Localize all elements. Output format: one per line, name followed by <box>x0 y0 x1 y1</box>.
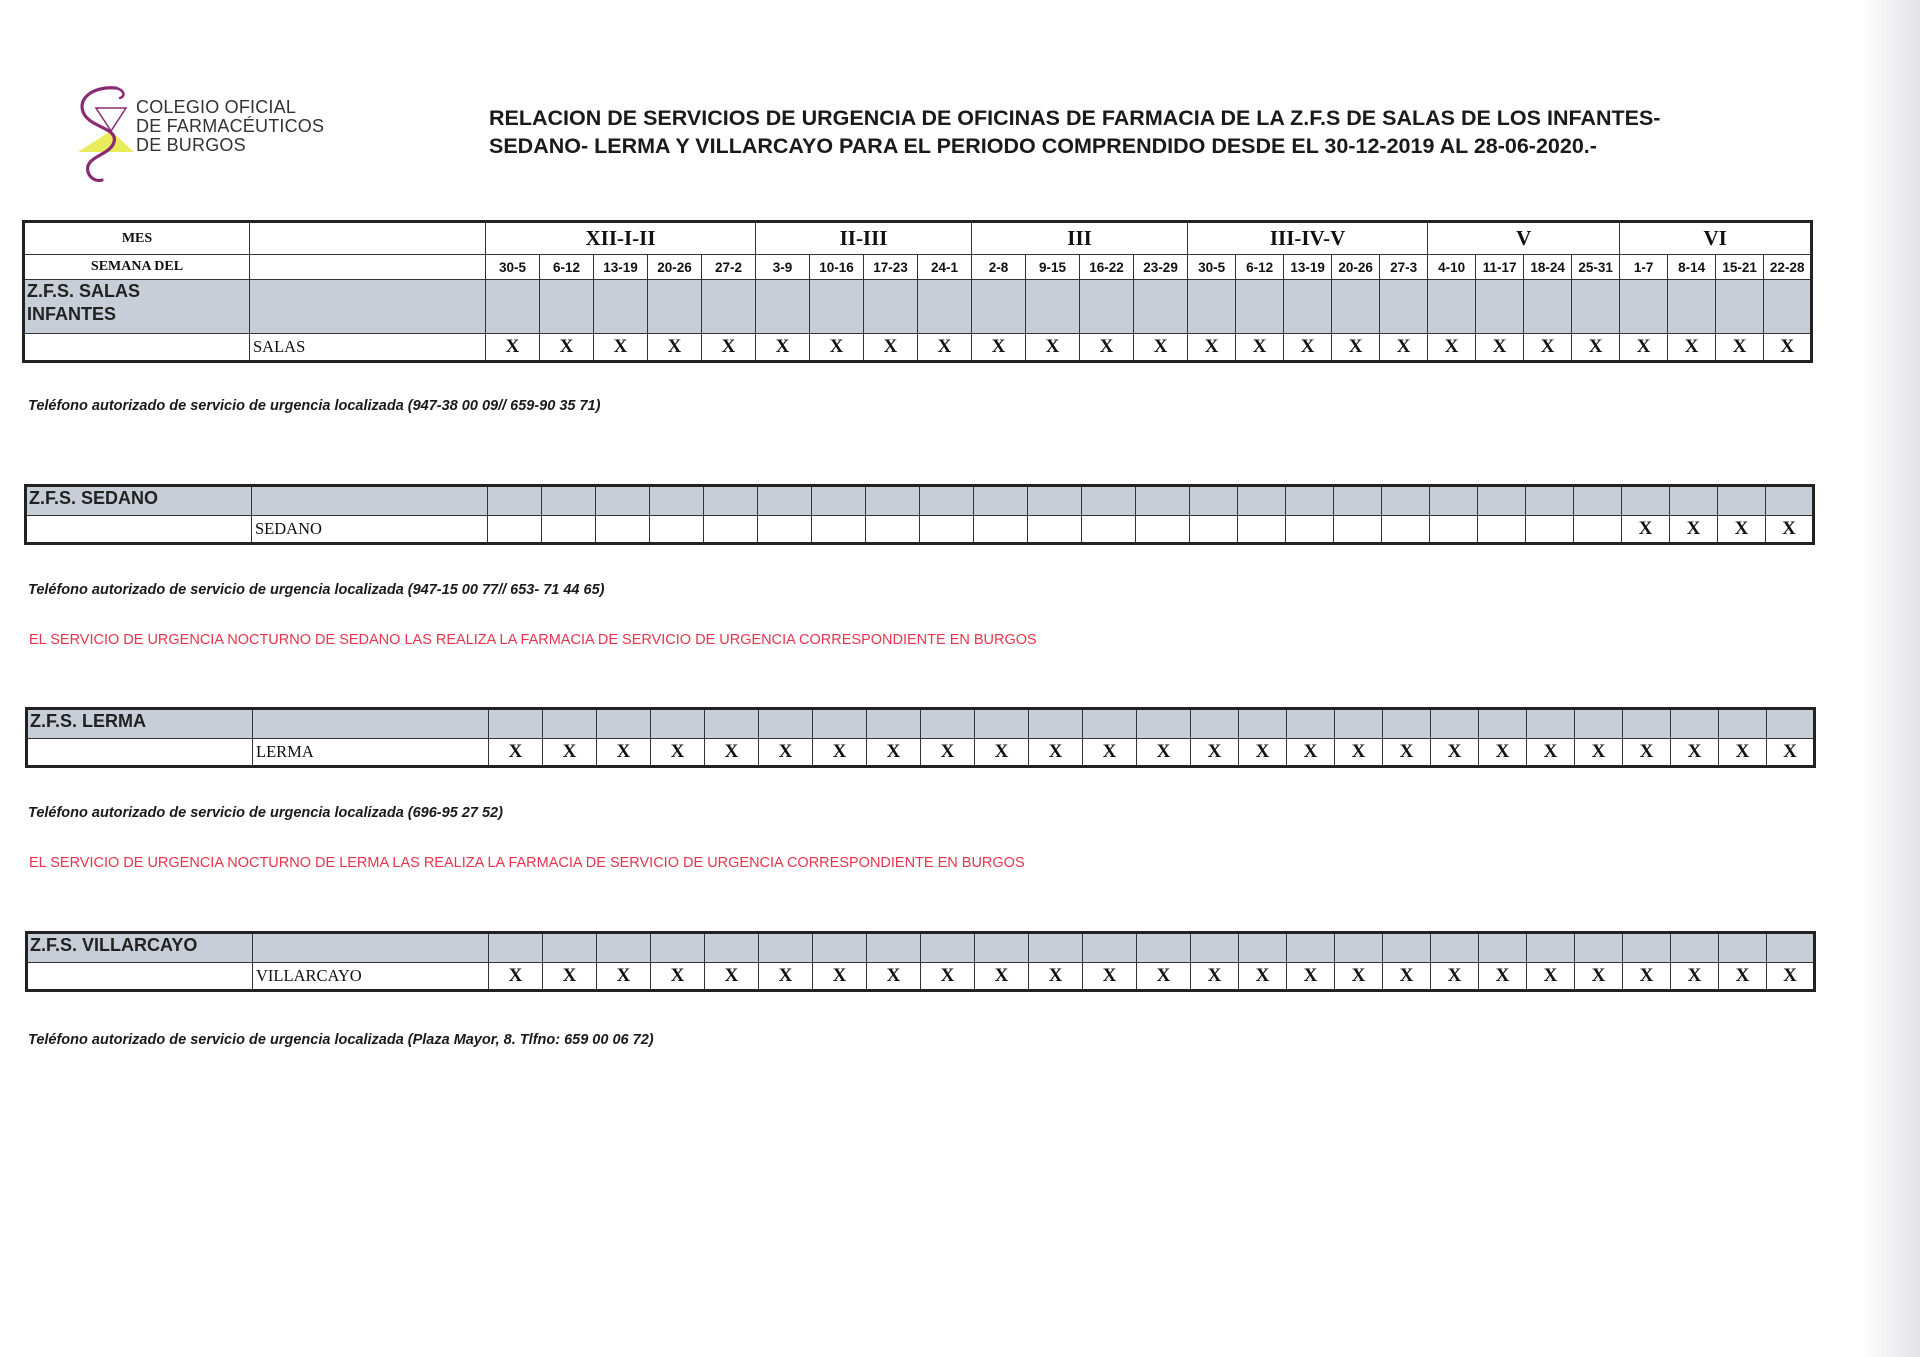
duty-mark-cell <box>1238 516 1286 544</box>
logo-line: COLEGIO OFICIAL <box>136 97 297 117</box>
zone-shade-cell <box>1029 709 1083 739</box>
zone-name <box>24 280 250 334</box>
zone-shade-cell <box>864 280 918 334</box>
duty-mark-cell: X <box>1572 334 1620 362</box>
zone-shade-cell <box>866 486 920 516</box>
duty-mark-cell: X <box>1431 739 1479 767</box>
duty-mark-cell: X <box>921 963 975 991</box>
month-header: XII-I-II <box>486 222 756 255</box>
duty-mark-cell: X <box>1383 739 1431 767</box>
zone-shade-cell <box>1431 933 1479 963</box>
zone-shade-cell <box>650 486 704 516</box>
zone-shade-cell <box>1029 933 1083 963</box>
pharmacy-schedule-table <box>25 931 1816 992</box>
week-header: 1-7 <box>1620 255 1668 280</box>
duty-mark-cell: X <box>975 963 1029 991</box>
duty-mark-cell: X <box>597 963 651 991</box>
duty-mark-cell: X <box>756 334 810 362</box>
duty-mark-cell <box>1334 516 1382 544</box>
week-header-row <box>24 255 1812 280</box>
zone-shade-cell <box>594 280 648 334</box>
zone-shade-cell <box>1287 709 1335 739</box>
zone-shade-cell <box>597 933 651 963</box>
duty-mark-cell <box>650 516 704 544</box>
zone-header-row <box>27 933 1815 963</box>
zone-shade-cell <box>1766 486 1814 516</box>
duty-mark-cell: X <box>1623 739 1671 767</box>
zone-shade-cell <box>759 933 813 963</box>
duty-mark-cell: X <box>1137 963 1191 991</box>
zone-shade-cell <box>1575 933 1623 963</box>
duty-mark-cell: X <box>1575 739 1623 767</box>
duty-mark-cell: X <box>648 334 702 362</box>
duty-mark-cell: X <box>1670 516 1718 544</box>
duty-mark-cell: X <box>1671 739 1719 767</box>
zone-shade-cell <box>1083 709 1137 739</box>
month-header: III-IV-V <box>1188 222 1428 255</box>
week-header: 15-21 <box>1716 255 1764 280</box>
zone-shade-cell <box>1382 486 1430 516</box>
duty-mark-cell: X <box>489 963 543 991</box>
zone-shade-cell <box>1668 280 1716 334</box>
duty-mark-cell: X <box>1383 963 1431 991</box>
zone-shade-cell <box>1526 486 1574 516</box>
duty-mark-cell <box>1430 516 1478 544</box>
duty-mark-cell: X <box>1335 739 1383 767</box>
duty-mark-cell: X <box>1029 739 1083 767</box>
zone-name-line: Z.F.S. SALAS <box>27 281 141 301</box>
phone-note: Teléfono autorizado de servicio de urgencia localizada (696-95 27 52) <box>28 805 503 821</box>
zone-shade-cell <box>1335 933 1383 963</box>
college-logo <box>74 84 344 184</box>
zone-shade-cell <box>1620 280 1668 334</box>
zone-shade-cell <box>1767 709 1815 739</box>
week-header: 25-31 <box>1572 255 1620 280</box>
empty-cell <box>27 963 253 991</box>
zone-shade-cell <box>705 933 759 963</box>
duty-mark-cell: X <box>651 739 705 767</box>
duty-mark-cell: X <box>810 334 864 362</box>
duty-mark-cell: X <box>1622 516 1670 544</box>
town-name: SALAS <box>250 334 486 362</box>
duty-mark-cell: X <box>813 963 867 991</box>
duty-mark-cell <box>920 516 974 544</box>
zone-header-row <box>27 709 1815 739</box>
zone-shade-cell <box>596 486 650 516</box>
duty-mark-cell: X <box>1134 334 1188 362</box>
zone-shade-cell <box>1574 486 1622 516</box>
zone-shade-cell <box>1239 709 1287 739</box>
duty-mark-cell <box>1286 516 1334 544</box>
town-row <box>26 516 1814 544</box>
duty-mark-cell: X <box>1335 963 1383 991</box>
zone-shade-cell <box>250 280 486 334</box>
zone-shade-cell <box>975 933 1029 963</box>
duty-mark-cell: X <box>1716 334 1764 362</box>
zone-shade-cell <box>810 280 864 334</box>
duty-mark-cell: X <box>1766 516 1814 544</box>
zone-shade-cell <box>651 933 705 963</box>
duty-mark-cell <box>1574 516 1622 544</box>
zone-shade-cell <box>1430 486 1478 516</box>
duty-mark-cell: X <box>1767 739 1815 767</box>
town-name: VILLARCAYO <box>253 963 489 991</box>
duty-mark-cell: X <box>1718 516 1766 544</box>
zone-shade-cell <box>1383 709 1431 739</box>
week-header: 13-19 <box>1284 255 1332 280</box>
zone-shade-cell <box>1718 486 1766 516</box>
empty-cell <box>27 739 253 767</box>
duty-mark-cell: X <box>1719 963 1767 991</box>
empty-cell <box>24 334 250 362</box>
zone-shade-cell <box>597 709 651 739</box>
zone-shade-cell <box>486 280 540 334</box>
duty-mark-cell: X <box>1476 334 1524 362</box>
zone-shade-cell <box>1191 933 1239 963</box>
month-header: II-III <box>756 222 972 255</box>
duty-mark-cell: X <box>1527 739 1575 767</box>
week-header: 8-14 <box>1668 255 1716 280</box>
duty-mark-cell: X <box>1524 334 1572 362</box>
zone-shade-cell <box>648 280 702 334</box>
zone-name-line: Z.F.S. VILLARCAYO <box>30 935 198 955</box>
duty-mark-cell: X <box>1191 963 1239 991</box>
duty-mark-cell: X <box>1671 963 1719 991</box>
duty-mark-cell: X <box>1188 334 1236 362</box>
zone-shade-cell <box>253 709 489 739</box>
phone-note: Teléfono autorizado de servicio de urgencia localizada (947-38 00 09// 659-90 35 71) <box>28 398 601 414</box>
zone-name-line: INFANTES <box>27 304 117 324</box>
empty-header-cell <box>250 222 486 255</box>
week-header: 10-16 <box>810 255 864 280</box>
zone-shade-cell <box>1431 709 1479 739</box>
duty-mark-cell: X <box>705 963 759 991</box>
zone-shade-cell <box>759 709 813 739</box>
zone-shade-cell <box>756 280 810 334</box>
pharmacy-schedule-table <box>24 484 1815 545</box>
zone-shade-cell <box>1622 486 1670 516</box>
zone-shade-cell <box>489 709 543 739</box>
duty-mark-cell: X <box>1029 963 1083 991</box>
pharmacy-schedule-table <box>22 220 1813 363</box>
zone-shade-cell <box>1335 709 1383 739</box>
duty-mark-cell: X <box>1479 963 1527 991</box>
duty-mark-cell <box>704 516 758 544</box>
duty-mark-cell: X <box>1236 334 1284 362</box>
town-row <box>27 739 1815 767</box>
zone-shade-cell <box>867 709 921 739</box>
zone-shade-cell <box>543 933 597 963</box>
zone-shade-cell <box>1428 280 1476 334</box>
zone-shade-cell <box>758 486 812 516</box>
week-header: 13-19 <box>594 255 648 280</box>
zone-shade-cell <box>1575 709 1623 739</box>
zone-shade-cell <box>975 709 1029 739</box>
zone-shade-cell <box>1287 933 1335 963</box>
duty-mark-cell: X <box>1380 334 1428 362</box>
zone-shade-cell <box>1716 280 1764 334</box>
duty-mark-cell <box>1028 516 1082 544</box>
zone-shade-cell <box>1026 280 1080 334</box>
duty-mark-cell: X <box>1287 963 1335 991</box>
duty-mark-cell: X <box>1026 334 1080 362</box>
zone-shade-cell <box>921 709 975 739</box>
duty-mark-cell <box>488 516 542 544</box>
duty-mark-cell: X <box>975 739 1029 767</box>
zone-shade-cell <box>1623 709 1671 739</box>
zone-shade-cell <box>1764 280 1812 334</box>
week-header: 23-29 <box>1134 255 1188 280</box>
duty-mark-cell: X <box>921 739 975 767</box>
duty-mark-cell: X <box>543 963 597 991</box>
zone-shade-cell <box>921 933 975 963</box>
duty-mark-cell: X <box>918 334 972 362</box>
empty-header-cell <box>250 255 486 280</box>
zone-shade-cell <box>540 280 594 334</box>
week-header: 27-2 <box>702 255 756 280</box>
duty-mark-cell <box>1382 516 1430 544</box>
week-header: 20-26 <box>648 255 702 280</box>
duty-mark-cell: X <box>1137 739 1191 767</box>
duty-mark-cell: X <box>867 739 921 767</box>
duty-mark-cell: X <box>1620 334 1668 362</box>
pharmacy-schedule-table <box>25 707 1816 768</box>
duty-mark-cell: X <box>759 963 813 991</box>
duty-mark-cell <box>596 516 650 544</box>
month-header: V <box>1428 222 1620 255</box>
night-service-notice: EL SERVICIO DE URGENCIA NOCTURNO DE SEDANO LAS REALIZA LA FARMACIA DE SERVICIO DE URGENCIA CORRESPONDIENTE EN BURGOS <box>29 632 1037 648</box>
duty-mark-cell: X <box>486 334 540 362</box>
zone-shade-cell <box>1080 280 1134 334</box>
duty-mark-cell <box>542 516 596 544</box>
duty-mark-cell: X <box>1431 963 1479 991</box>
duty-mark-cell <box>758 516 812 544</box>
zone-shade-cell <box>920 486 974 516</box>
zone-shade-cell <box>1719 709 1767 739</box>
week-header: 6-12 <box>540 255 594 280</box>
zone-header-row <box>26 486 1814 516</box>
zone-shade-cell <box>651 709 705 739</box>
duty-mark-cell <box>1082 516 1136 544</box>
week-header: 16-22 <box>1080 255 1134 280</box>
week-header: 9-15 <box>1026 255 1080 280</box>
zone-shade-cell <box>867 933 921 963</box>
duty-mark-cell: X <box>1719 739 1767 767</box>
zone-shade-cell <box>1284 280 1332 334</box>
zone-shade-cell <box>1236 280 1284 334</box>
zone-shade-cell <box>705 709 759 739</box>
scan-edge-shadow <box>1860 0 1920 1357</box>
zone-shade-cell <box>1767 933 1815 963</box>
zone-name <box>27 709 253 739</box>
duty-mark-cell: X <box>489 739 543 767</box>
empty-cell <box>26 516 252 544</box>
zone-shade-cell <box>1136 486 1190 516</box>
zone-shade-cell <box>1332 280 1380 334</box>
duty-mark-cell: X <box>972 334 1026 362</box>
duty-mark-cell: X <box>1527 963 1575 991</box>
zone-shade-cell <box>702 280 756 334</box>
title-line: SEDANO- LERMA Y VILLARCAYO PARA EL PERIODO COMPRENDIDO DESDE EL 30-12-2019 AL 28-06-2020.- <box>489 134 1597 158</box>
duty-mark-cell: X <box>1080 334 1134 362</box>
zone-shade-cell <box>974 486 1028 516</box>
duty-mark-cell <box>1478 516 1526 544</box>
duty-mark-cell: X <box>543 739 597 767</box>
duty-mark-cell: X <box>1239 739 1287 767</box>
zone-shade-cell <box>704 486 758 516</box>
duty-mark-cell: X <box>1287 739 1335 767</box>
town-name: SEDANO <box>252 516 488 544</box>
zone-name <box>26 486 252 516</box>
zone-shade-cell <box>1670 486 1718 516</box>
zone-shade-cell <box>918 280 972 334</box>
title-line: RELACION DE SERVICIOS DE URGENCIA DE OFICINAS DE FARMACIA DE LA Z.F.S DE SALAS DE LOS INFANTES- <box>489 106 1661 130</box>
zone-shade-cell <box>253 933 489 963</box>
week-header: 6-12 <box>1236 255 1284 280</box>
week-header: 30-5 <box>1188 255 1236 280</box>
zone-name-line: Z.F.S. SEDANO <box>29 488 159 508</box>
mes-label: MES <box>24 222 250 255</box>
zone-shade-cell <box>1380 280 1428 334</box>
week-header: 30-5 <box>486 255 540 280</box>
zone-shade-cell <box>1479 709 1527 739</box>
zone-shade-cell <box>1623 933 1671 963</box>
zone-shade-cell <box>1671 709 1719 739</box>
zone-shade-cell <box>1134 280 1188 334</box>
duty-mark-cell: X <box>1764 334 1812 362</box>
zone-shade-cell <box>542 486 596 516</box>
zone-shade-cell <box>1028 486 1082 516</box>
zone-shade-cell <box>1238 486 1286 516</box>
duty-mark-cell: X <box>1332 334 1380 362</box>
duty-mark-cell: X <box>1284 334 1332 362</box>
zone-shade-cell <box>489 933 543 963</box>
semana-label: SEMANA DEL <box>24 255 250 280</box>
zone-shade-cell <box>1083 933 1137 963</box>
zone-shade-cell <box>1239 933 1287 963</box>
duty-mark-cell: X <box>594 334 648 362</box>
zone-shade-cell <box>1719 933 1767 963</box>
duty-mark-cell: X <box>1575 963 1623 991</box>
duty-mark-cell: X <box>1479 739 1527 767</box>
duty-mark-cell: X <box>1083 963 1137 991</box>
zone-shade-cell <box>488 486 542 516</box>
zone-header-row <box>24 280 1812 334</box>
week-header: 11-17 <box>1476 255 1524 280</box>
zone-shade-cell <box>1479 933 1527 963</box>
town-row <box>24 334 1812 362</box>
duty-mark-cell <box>974 516 1028 544</box>
logo-line: DE BURGOS <box>136 135 246 155</box>
duty-mark-cell <box>1190 516 1238 544</box>
duty-mark-cell: X <box>705 739 759 767</box>
duty-mark-cell: X <box>1083 739 1137 767</box>
duty-mark-cell <box>1526 516 1574 544</box>
logo-text <box>136 98 324 155</box>
phone-note: Teléfono autorizado de servicio de urgencia localizada (947-15 00 77// 653- 71 44 65) <box>28 582 605 598</box>
zone-name-line: Z.F.S. LERMA <box>30 711 146 731</box>
week-header: 24-1 <box>918 255 972 280</box>
zone-shade-cell <box>1527 933 1575 963</box>
month-header: VI <box>1620 222 1812 255</box>
zone-shade-cell <box>1671 933 1719 963</box>
zone-shade-cell <box>252 486 488 516</box>
zone-shade-cell <box>1188 280 1236 334</box>
zone-shade-cell <box>1082 486 1136 516</box>
duty-mark-cell: X <box>1428 334 1476 362</box>
duty-mark-cell <box>1136 516 1190 544</box>
duty-mark-cell: X <box>597 739 651 767</box>
zone-shade-cell <box>972 280 1026 334</box>
zone-shade-cell <box>1478 486 1526 516</box>
zone-shade-cell <box>543 709 597 739</box>
duty-mark-cell: X <box>1239 963 1287 991</box>
zone-shade-cell <box>812 486 866 516</box>
zone-shade-cell <box>1191 709 1239 739</box>
month-header: III <box>972 222 1188 255</box>
zone-shade-cell <box>1527 709 1575 739</box>
week-header: 18-24 <box>1524 255 1572 280</box>
zone-name <box>27 933 253 963</box>
zone-shade-cell <box>1334 486 1382 516</box>
duty-mark-cell: X <box>702 334 756 362</box>
document-title <box>489 104 1739 160</box>
zone-shade-cell <box>813 709 867 739</box>
zone-shade-cell <box>1190 486 1238 516</box>
zone-shade-cell <box>1137 933 1191 963</box>
zone-shade-cell <box>1286 486 1334 516</box>
duty-mark-cell: X <box>1767 963 1815 991</box>
duty-mark-cell: X <box>864 334 918 362</box>
logo-line: DE FARMACÉUTICOS <box>136 116 325 136</box>
duty-mark-cell <box>812 516 866 544</box>
duty-mark-cell: X <box>1623 963 1671 991</box>
zone-shade-cell <box>1137 709 1191 739</box>
duty-mark-cell: X <box>867 963 921 991</box>
week-header: 20-26 <box>1332 255 1380 280</box>
zone-shade-cell <box>1383 933 1431 963</box>
duty-mark-cell: X <box>813 739 867 767</box>
week-header: 2-8 <box>972 255 1026 280</box>
month-header-row <box>24 222 1812 255</box>
zone-shade-cell <box>1524 280 1572 334</box>
week-header: 22-28 <box>1764 255 1812 280</box>
duty-mark-cell: X <box>540 334 594 362</box>
duty-mark-cell: X <box>651 963 705 991</box>
week-header: 4-10 <box>1428 255 1476 280</box>
hourglass-serpent-icon <box>74 84 144 184</box>
night-service-notice: EL SERVICIO DE URGENCIA NOCTURNO DE LERMA LAS REALIZA LA FARMACIA DE SERVICIO DE URGENCIA CORRESPONDIENTE EN BURGOS <box>29 855 1025 871</box>
duty-mark-cell: X <box>1668 334 1716 362</box>
week-header: 3-9 <box>756 255 810 280</box>
zone-shade-cell <box>1572 280 1620 334</box>
duty-mark-cell: X <box>759 739 813 767</box>
duty-mark-cell: X <box>1191 739 1239 767</box>
phone-note: Teléfono autorizado de servicio de urgencia localizada (Plaza Mayor, 8. Tlfno: 659 00 06 72) <box>28 1032 654 1048</box>
week-header: 17-23 <box>864 255 918 280</box>
week-header: 27-3 <box>1380 255 1428 280</box>
duty-mark-cell <box>866 516 920 544</box>
town-name: LERMA <box>253 739 489 767</box>
zone-shade-cell <box>1476 280 1524 334</box>
town-row <box>27 963 1815 991</box>
zone-shade-cell <box>813 933 867 963</box>
